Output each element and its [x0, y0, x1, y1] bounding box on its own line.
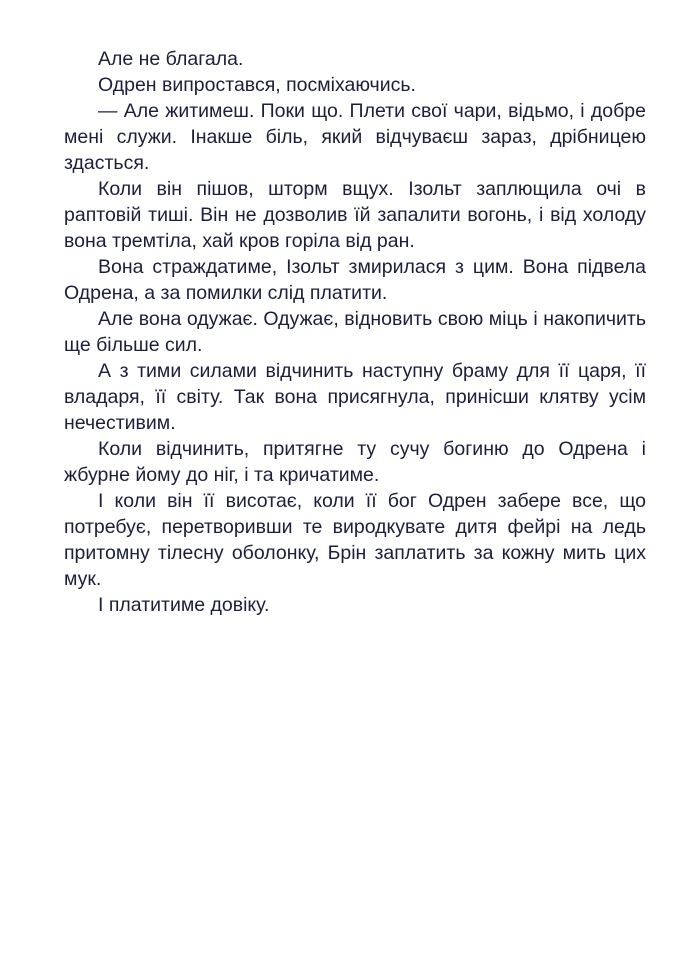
paragraph: Вона страждатиме, Ізольт змирилася з цим. Вона підвела Одрена, а за помилки слід платити. — [64, 256, 646, 304]
paragraph: Коли він пішов, шторм вщух. Ізольт заплющила очі в раптовій тиші. Він не дозволив їй запалити вогонь, і від холоду вона тремтіла, хай кров горіла від ран. — [64, 178, 646, 252]
paragraph: І коли він її висотає, коли її бог Одрен забере все, що потребує, перетворивши те виродкувате дитя фейрі на ледь притомну тілесну оболонку, Брін заплатить за кожну мить цих мук. — [64, 490, 646, 590]
paragraph: Коли відчинить, притягне ту сучу богиню до Одрена і жбурне йому до ніг, і та кричатиме. — [64, 438, 646, 486]
paragraph: — Але житимеш. Поки що. Плети свої чари, відьмо, і добре мені служи. Інакше біль, який відчуваєш зараз, дрібницею здасться. — [64, 100, 646, 174]
paragraph: Але вона одужає. Одужає, відновить свою міць і накопичить ще більше сил. — [64, 308, 646, 356]
paragraph: Одрен випростався, посміхаючись. — [98, 74, 416, 96]
paragraph: Але не благала. — [98, 48, 244, 70]
paragraph: А з тими силами відчинить наступну браму для її царя, її владаря, її світу. Так вона присягнула, принісши клятву усім нечестивим. — [64, 360, 646, 434]
book-page-text — [64, 46, 646, 618]
paragraph: І платитиме довіку. — [98, 594, 270, 616]
